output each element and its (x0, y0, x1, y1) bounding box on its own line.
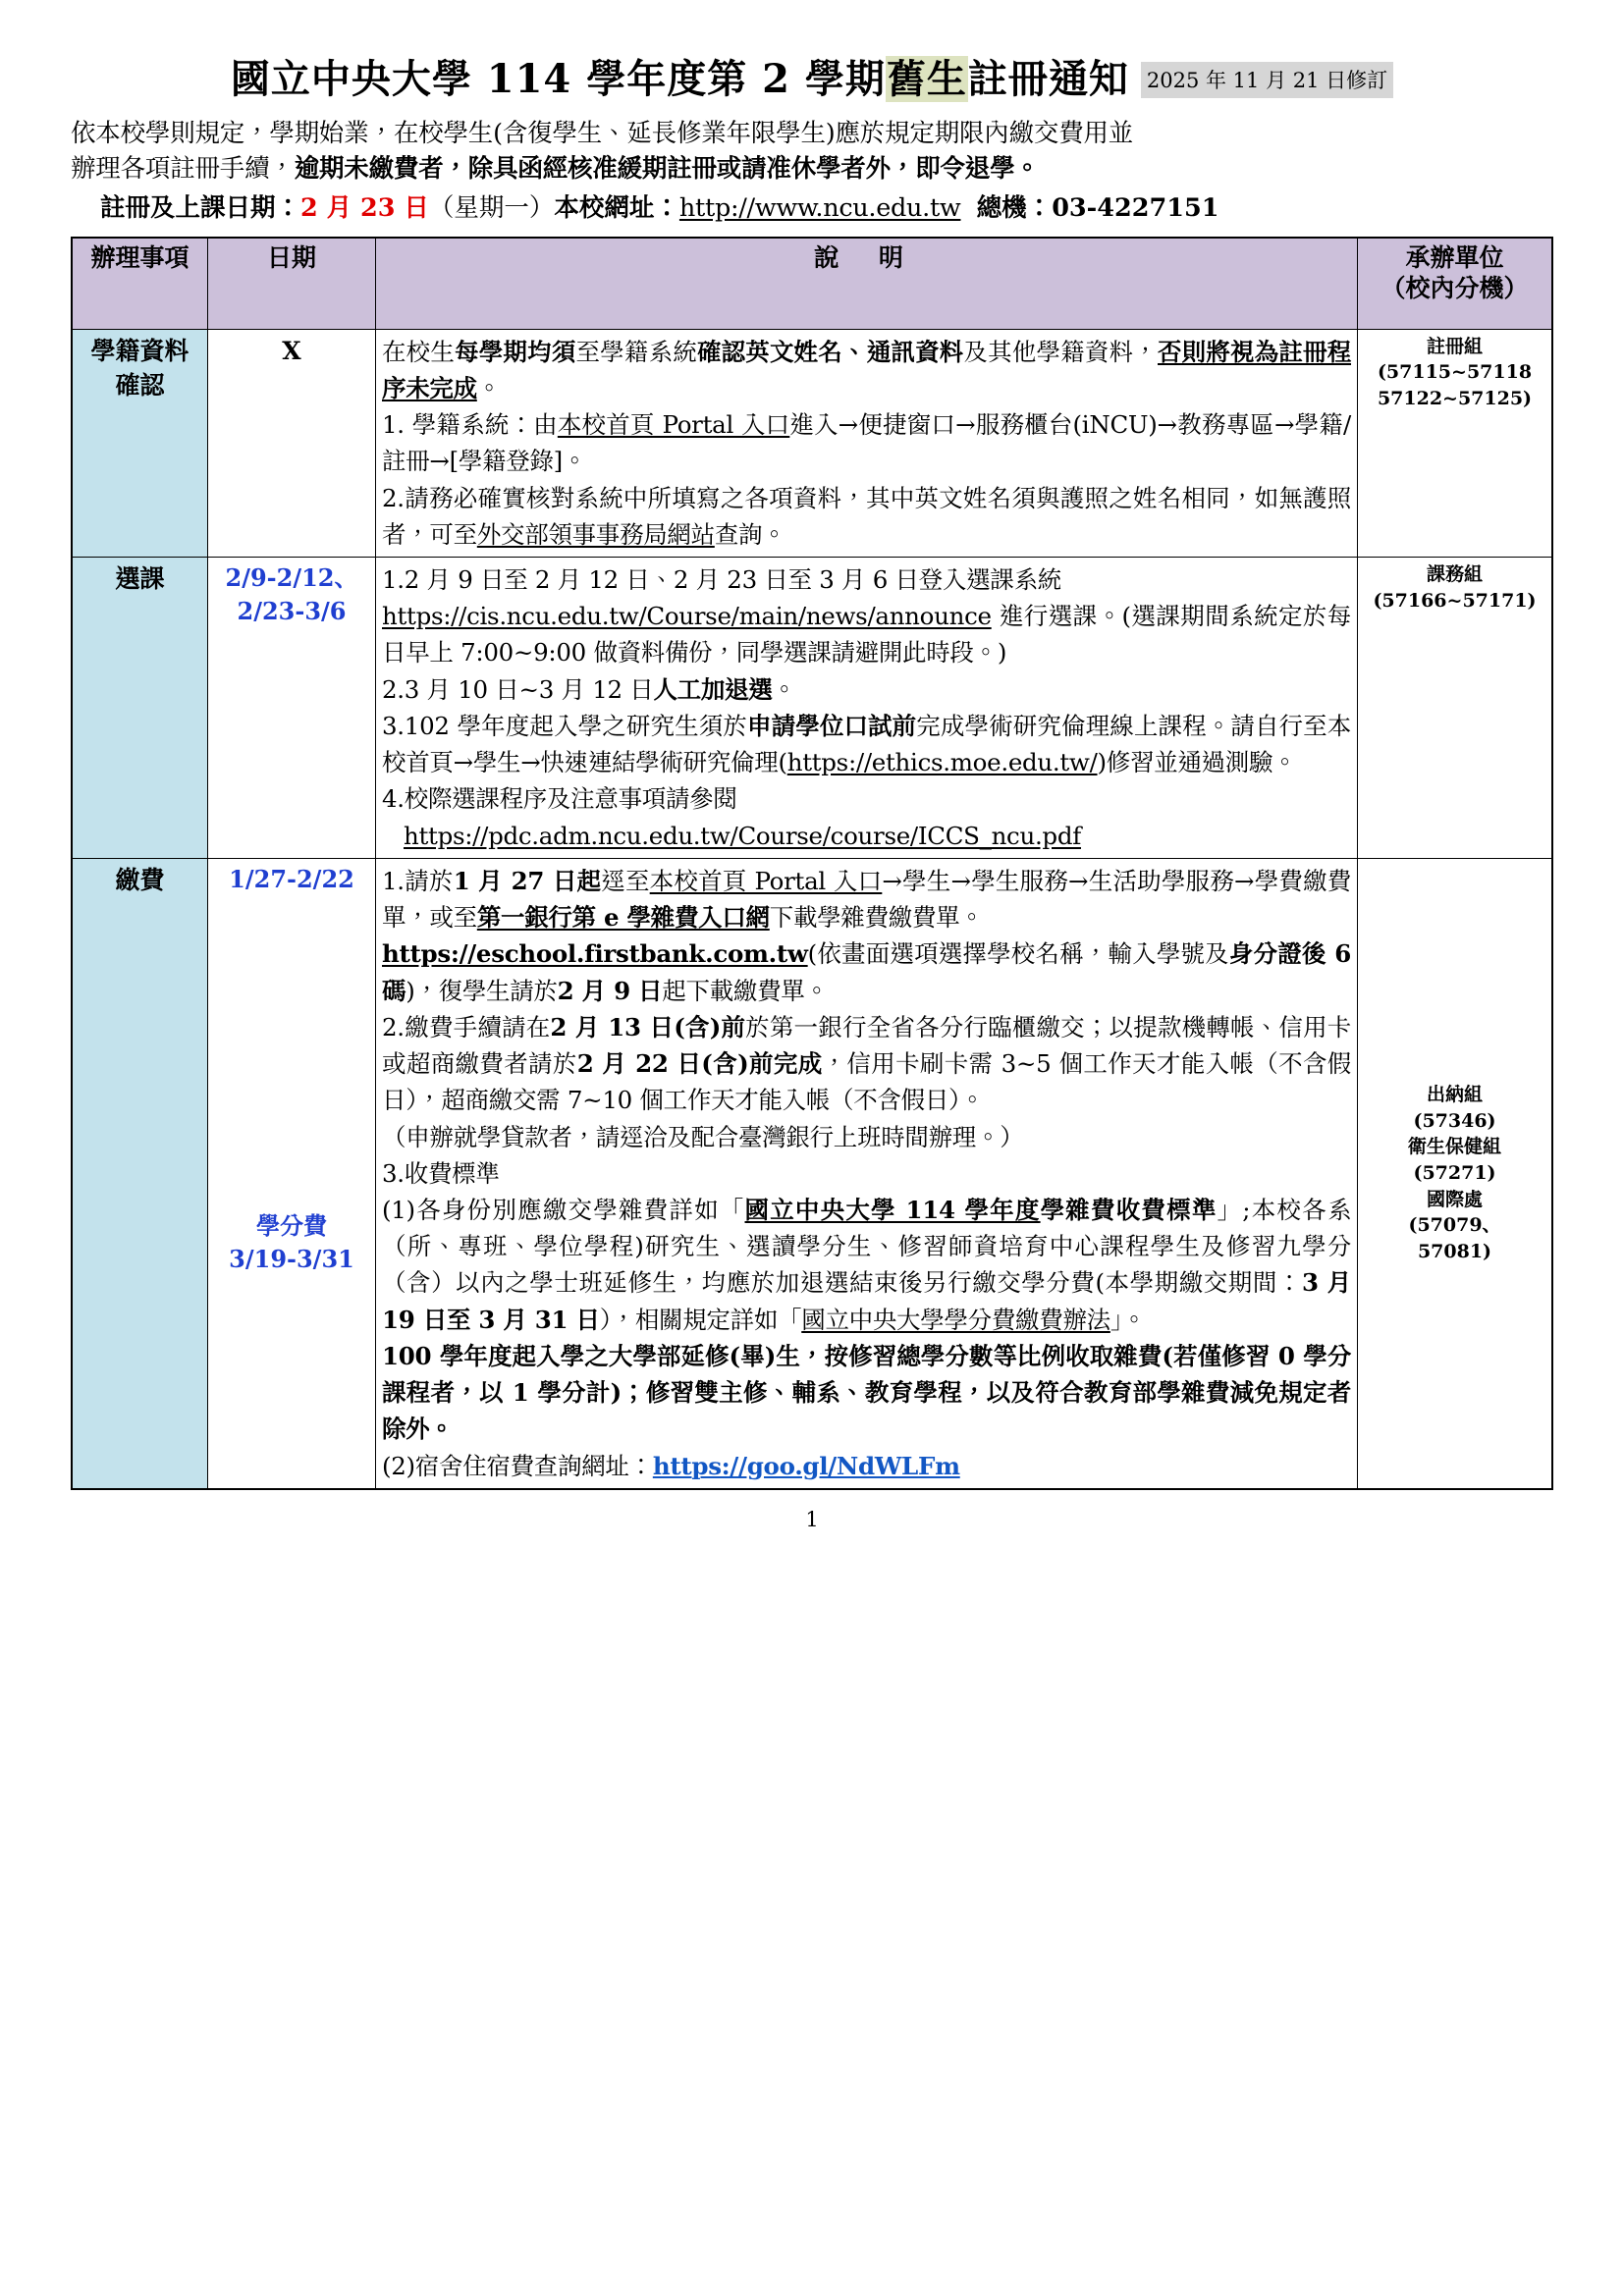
ethics-course-link[interactable]: https://ethics.moe.edu.tw/ (786, 748, 1098, 777)
row1-unit-line1: 註冊組 (1426, 335, 1483, 357)
row3-p6d: 」;本校各系（所、專班、學位學程)研究生、選讀學分生、修習師資培育中心課程學生及修習九學分（含）以內之學士班延修生，均應於加退選結束後另行繳交學分費(本學期繳交期間： (382, 1196, 1352, 1298)
course-system-link[interactable]: https://cis.ncu.edu.tw/Course/main/news/announce (382, 602, 992, 631)
row2-p1b: 進行選課。(選課期間系統定於每日早上 7:00~9:00 做資料備份，同學選課請避開此時段。) (382, 602, 1351, 667)
title-highlight: 舊生 (886, 56, 967, 102)
registration-date-line (71, 190, 1553, 226)
row2-date-line1: 2/9-2/12、 (225, 563, 358, 593)
row2-date-line2: 2/23-3/6 (237, 596, 347, 625)
row2-p3c: 完成學術研究倫理線上課程。請自行至本校首頁→學生→快速連結學術研究倫理( (382, 711, 1351, 777)
boca-website-link[interactable]: 外交部領事事務局網站 (476, 519, 715, 549)
row3-p8a: (2)宿舍住宿費查詢網址： (382, 1451, 653, 1480)
row-description-course-selection (376, 558, 1358, 859)
row2-para-2 (382, 671, 1351, 708)
column-header-unit-line1: 承辦單位 (1405, 242, 1504, 272)
row3-p6f: ），相關規定詳如「 (599, 1305, 802, 1334)
row3-p3a: 2.繳費手續請在 (382, 1012, 551, 1041)
row3-para-8 (382, 1448, 1351, 1484)
row2-p3b: 申請學位口試前 (746, 711, 917, 740)
phone-number: 03-4227151 (1052, 193, 1219, 224)
row1-p2c: 進入→便捷窗口→服務櫃台(iNCU)→教務專區→學籍/註冊→[學籍登錄]。 (382, 410, 1351, 476)
row3-p3d: 2 月 22 日(含)前完成 (576, 1049, 823, 1079)
title-part-1: 國立中央大學 114 學年度第 2 學期 (230, 56, 886, 102)
row-unit-academic-record (1358, 329, 1553, 557)
row2-p1a: 1.2 月 9 日至 2 月 12 日、2 月 23 日至 3 月 6 日登入選課系統 (382, 565, 1061, 595)
page-title (231, 57, 1129, 102)
row3-unit-line4: (57271) (1413, 1162, 1496, 1185)
university-website-link[interactable]: http://www.ncu.edu.tw (678, 193, 961, 224)
website-label: 本校網址： (554, 193, 679, 224)
row2-para-1 (382, 561, 1351, 671)
row-unit-payment (1358, 858, 1553, 1488)
row-description-academic-record (376, 329, 1358, 557)
row1-unit-line2: (57115~57118 (1377, 361, 1533, 384)
row3-p1a: 1.請於 (382, 866, 454, 895)
row1-p1d: 確認英文姓名、通訊資料 (696, 337, 964, 366)
row3-para-1 (382, 863, 1351, 935)
row1-p1f: 否則將視為註冊程序未完成 (382, 337, 1352, 402)
row-date-course-selection (208, 558, 376, 859)
row2-p2b: 人工加退選 (653, 674, 773, 704)
row3-date-line1: 1/27-2/22 (229, 864, 354, 893)
registration-weekday: （星期一） (428, 193, 555, 224)
row2-p3d: )修習並通過測驗。 (1097, 748, 1297, 777)
portal-entry-link[interactable]: 本校首頁 Portal 入口 (557, 410, 790, 440)
row2-unit-line2: (57166~57171) (1373, 589, 1537, 612)
row1-item-line2: 確認 (115, 370, 165, 400)
column-header-unit-line2: （校內分機） (1380, 273, 1529, 302)
row3-p1c: 逕至 (601, 866, 650, 895)
row2-p4a: 4.校際選課程序及注意事項請參閱 (382, 784, 737, 814)
row3-p3c: 於第一銀行全省各分行臨櫃繳交；以提款機轉帳、信用卡或超商繳費者請於 (382, 1012, 1351, 1079)
row-item-payment (72, 858, 208, 1488)
row1-p1g: 。 (476, 373, 502, 402)
row3-p1g: 下載學雜費繳費單。 (769, 903, 984, 933)
intro-line-2-plain: 辦理各項註冊手續， (71, 154, 295, 185)
row3-p2d: 2 月 9 日 (557, 976, 663, 1005)
row1-p1b: 每學期均須 (455, 337, 576, 366)
portal-entry-link-payment[interactable]: 本校首頁 Portal 入口 (649, 866, 883, 895)
row3-p6a: (1)各身份別應繳交學雜費詳如「 (382, 1196, 745, 1224)
intro-paragraph (71, 116, 1553, 187)
row1-unit-line3: 57122~57125) (1377, 387, 1533, 409)
row3-p3e: ，信用卡刷卡需 3~5 個工作天才能入帳（不含假日），超商繳交需 7~10 個工作天才能入帳（不含假日）。 (382, 1049, 1351, 1115)
row2-item-line1: 選課 (115, 564, 165, 594)
row3-para-2 (382, 935, 1351, 1008)
row1-para-3 (382, 480, 1351, 553)
table-header-row (72, 238, 1552, 330)
table-row (72, 329, 1552, 557)
row1-date-value: X (282, 336, 301, 365)
row3-unit-line2: (57346) (1413, 1109, 1496, 1132)
row1-para-1 (382, 334, 1351, 406)
row3-para-4: （申辦就學貸款者，請逕洽及配合臺灣銀行上班時間辦理。） (382, 1122, 1024, 1151)
table-header (72, 238, 1552, 330)
row-item-academic-record (72, 329, 208, 557)
row1-p1e: 及其他學籍資料， (963, 337, 1158, 366)
page-number: 1 (805, 1507, 819, 1531)
row3-unit-line1: 出納組 (1426, 1084, 1483, 1106)
column-header-item: 辦理事項 (72, 238, 208, 330)
title-part-2: 註冊通知 (967, 56, 1129, 102)
row1-p2a: 1. 學籍系統：由 (382, 410, 558, 440)
row3-date-spacer (214, 895, 369, 1209)
row3-unit-line6: (57079、 (1408, 1214, 1501, 1237)
row3-p6e: 3 月 19 日至 3 月 31 日 (382, 1268, 1351, 1334)
row3-para-6 (382, 1192, 1351, 1338)
row3-p6h: 」。 (1110, 1305, 1147, 1334)
row2-p2c: 。 (772, 674, 796, 704)
revision-date-badge: 2025 年 11 月 21 日修訂 (1141, 62, 1393, 98)
iccs-pdf-link[interactable]: https://pdc.adm.ncu.edu.tw/Course/course/ICCS_ncu.pdf (404, 821, 1081, 850)
row2-para-4 (382, 780, 1351, 817)
row3-p2b: 身分證後 6 碼 (382, 939, 1351, 1005)
row3-p2c: )，復學生請於 (406, 976, 558, 1005)
intro-line-2-bold: 逾期未繳費者，除具函經核准緩期註冊或請准休學者外，即令退學。 (294, 154, 1040, 185)
row2-p3a: 3.102 學年度起入學之研究生須於 (382, 711, 747, 740)
phone-label: 總機： (976, 193, 1053, 224)
column-header-date: 日期 (208, 238, 376, 330)
row2-p2a: 2.3 月 10 日~3 月 12 日 (382, 674, 654, 704)
row3-p3b: 2 月 13 日(含)前 (550, 1012, 746, 1041)
row-description-payment (376, 858, 1358, 1488)
row3-p2a: (依畫面選項選擇學校名稱，輸入學號及 (807, 939, 1229, 969)
row1-p1c: 至學籍系統 (575, 337, 697, 366)
row2-unit-line1: 課務組 (1426, 563, 1483, 586)
row2-para-3 (382, 708, 1351, 780)
row1-p1a: 在校生 (382, 337, 456, 366)
row3-para-3 (382, 1009, 1351, 1119)
row3-para-7: 100 學年度起入學之大學部延修(畢)生，按修習總學分數等比例收取雜費(若僅修習 0 學分課程者，以 1 學分計)；修習雙主修、輔系、教育學程，以及符合教育部學雜費減免規定者除外。 (382, 1341, 1351, 1444)
document-title-row (71, 57, 1553, 102)
dorm-fee-link[interactable]: https://goo.gl/NdWLFm (652, 1451, 960, 1480)
row3-unit-line7: 57081) (1417, 1240, 1492, 1262)
table-row (72, 558, 1552, 859)
row3-unit-line5: 國際處 (1426, 1188, 1483, 1210)
row-date-payment (208, 858, 376, 1488)
column-header-description (376, 238, 1358, 330)
row3-date-line3: 3/19-3/31 (229, 1245, 354, 1274)
intro-line-1: 依本校學則規定，學期始業，在校學生(含復學生、延長修業年限學生)應於規定期限內繳交費用並 (71, 119, 1134, 148)
row1-p3c: 查詢。 (714, 519, 786, 549)
tuition-standard-link-part1[interactable]: 國立中央大學 114 學年度 (744, 1196, 1041, 1224)
row1-para-2 (382, 406, 1351, 479)
table-body (72, 329, 1552, 1489)
row3-para-5: 3.收費標準 (382, 1158, 500, 1188)
row1-item-line1: 學籍資料 (90, 336, 189, 365)
row3-date-line2: 學分費 (256, 1211, 327, 1241)
row3-item-line1: 繳費 (115, 865, 165, 894)
credit-fee-rules-link[interactable]: 國立中央大學學分費繳費辦法 (801, 1305, 1110, 1334)
row-date-academic-record (208, 329, 376, 557)
row1-p3a: 2.請務必確實核對系統中所填寫之各項資料，其中英文姓名須與護照之姓名相同，如無護照者，可至 (382, 483, 1351, 549)
row-unit-course-selection (1358, 558, 1553, 859)
registration-schedule-table (71, 237, 1553, 1490)
row2-para-4-url (382, 818, 1351, 854)
firstbank-portal-link[interactable]: 第一銀行第 e 學雜費入口網 (476, 903, 770, 933)
column-header-description-text: 說 明 (814, 242, 919, 272)
column-header-unit (1358, 238, 1553, 330)
row3-p2e: 起下載繳費單。 (662, 976, 829, 1005)
tuition-standard-link-part2: 學雜費收費標準 (1040, 1196, 1218, 1224)
row3-unit-line3: 衛生保健組 (1407, 1136, 1501, 1158)
registration-date-label: 註冊及上課日期： (100, 193, 301, 224)
row3-p1b: 1 月 27 日起 (453, 866, 602, 895)
eschool-firstbank-link[interactable]: https://eschool.firstbank.com.tw (382, 939, 808, 969)
table-row (72, 858, 1552, 1488)
registration-date-value: 2 月 23 日 (300, 193, 429, 224)
row-item-course-selection (72, 558, 208, 859)
row3-p1e: →學生→學生服務→生活助學服務→學費繳費單，或至 (382, 866, 1352, 933)
